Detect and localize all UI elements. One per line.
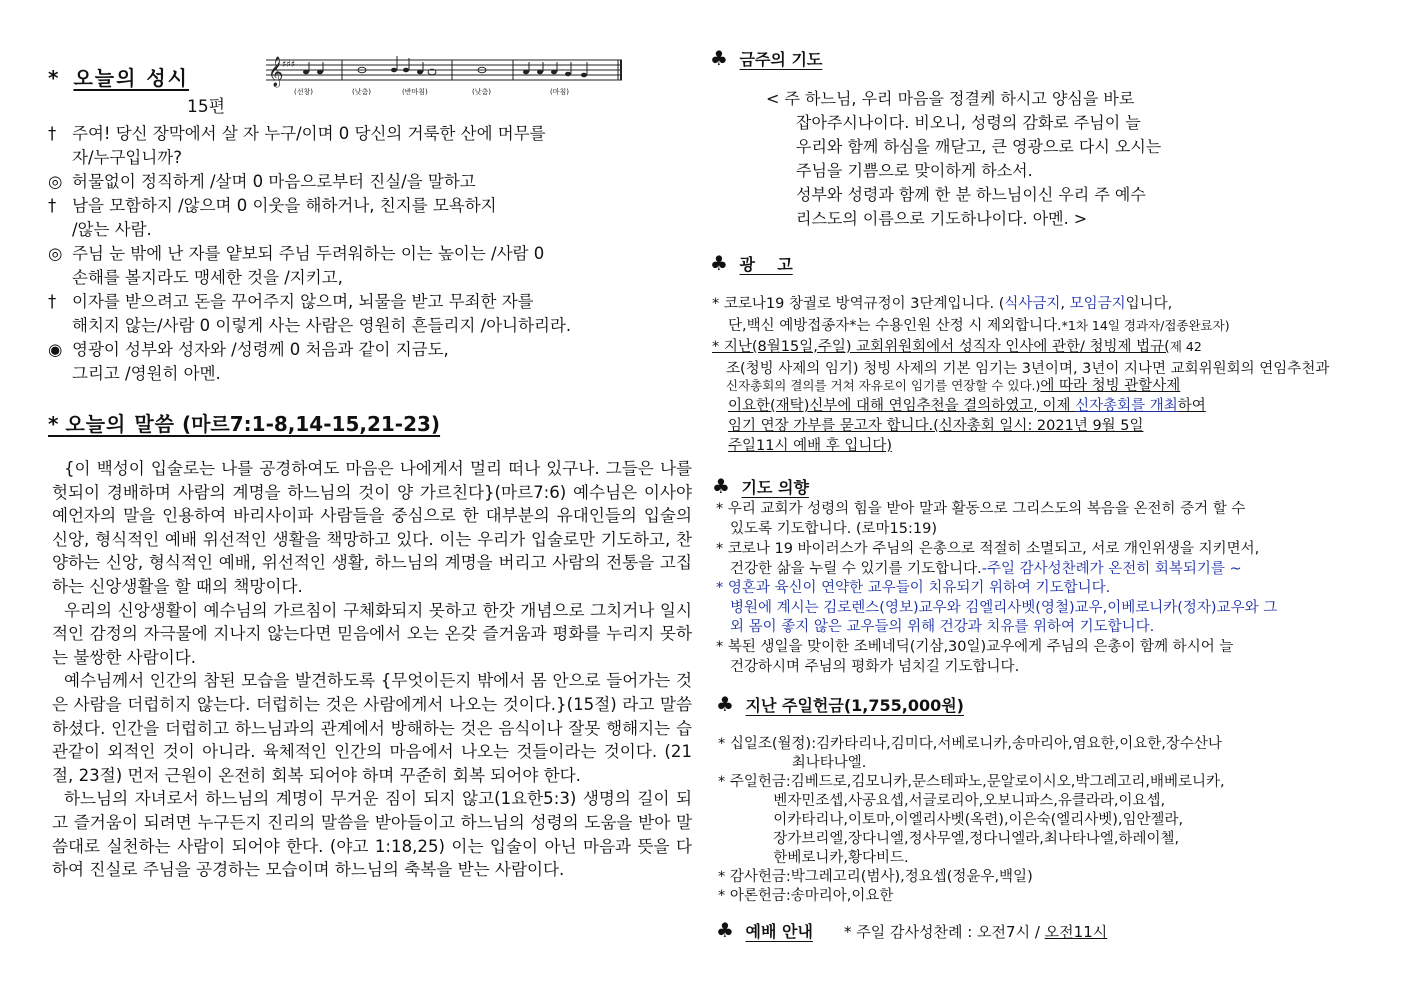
ad-line: 신자총회의 결의를 거쳐 자유로이 임기를 연장할 수 있다.)에 따라 청빙 관할사제 bbox=[726, 378, 1181, 394]
intention-line: 건강하시며 주님의 평화가 넘치길 기도합니다. bbox=[730, 659, 1020, 675]
club-icon: ♣ bbox=[716, 692, 734, 716]
prayer-line: < 주 하느님, 우리 마음을 정결케 하시고 양심을 바로 bbox=[766, 89, 1135, 108]
offering-line: * 십일조(월정):김카타리나,김미다,서베로니카,송마리아,염요한,이요한,장수산나 bbox=[718, 736, 1222, 752]
prayer-line: 리스도의 이름으로 기도하나이다. 아멘. > bbox=[796, 209, 1088, 228]
offering-heading: ♣ 지난 주일헌금(1,755,000원) bbox=[716, 692, 964, 716]
ad-line: * 코로나19 창궐로 방역규정이 3단계입니다. (식사금지, 모임금지입니다, bbox=[712, 296, 1173, 312]
offering-line: * 감사헌금:박그레고리(범사),정요셉(정윤우,백일) bbox=[718, 869, 1033, 885]
psalm-line: 손해를 볼지라도 맹세한 것을 /지키고, bbox=[72, 268, 343, 287]
psalm-line: ◎ 허물없이 정직하게 /살며 0 마음으로부터 진실/을 말하고 bbox=[48, 172, 476, 191]
prayer-line: 잡아주시나이다. 비오니, 성령의 감화로 주님이 늘 bbox=[796, 113, 1141, 132]
psalm-line: ◉ 영광이 성부와 성자와 /성령께 0 처음과 같이 지금도, bbox=[48, 340, 449, 359]
intention-line: 병원에 계시는 김로렌스(영보)교우와 김엘리사벳(영철)교우,이베로니카(정자)교우와 그 bbox=[730, 600, 1278, 616]
psalm-number: 15편 bbox=[187, 97, 226, 117]
offering-line: 최나타나엘. bbox=[718, 755, 867, 771]
offering-line: 이카타리나,이토마,이엘리사벳(옥련),이은숙(엘리사벳),임안젤라, bbox=[718, 812, 1184, 828]
prayer-week-heading: ♣ 금주의 기도 bbox=[710, 46, 823, 70]
ads-heading: ♣ 광 고 bbox=[710, 251, 793, 275]
intention-line: * 영혼과 육신이 연약한 교우들이 치유되기 위하여 기도합니다. bbox=[716, 580, 1111, 596]
intention-line: * 코로나 19 바이러스가 주님의 은총으로 적절히 소멸되고, 서로 개인위생을 지키면서, bbox=[716, 541, 1260, 557]
prayer-line: 주님을 기쁨으로 맞이하게 하소서. bbox=[796, 161, 1033, 180]
offering-line: 벤자민조셉,사공요셉,서글로리아,오보니파스,유클라라,이요셉, bbox=[718, 793, 1166, 809]
psalm-line: 해치지 않는/사람 0 이렇게 사는 사람은 영원히 흔들리지 /아니하리라. bbox=[72, 316, 572, 335]
intention-line: * 우리 교회가 성령의 힘을 받아 말과 활동으로 그리스도의 복음을 온전히 증거 할 수 bbox=[716, 501, 1246, 517]
psalm-line: † 남을 모함하지 /않으며 0 이웃을 해하거나, 친지를 모욕하지 bbox=[48, 196, 497, 215]
psalm-line: † 이자를 받으려고 돈을 꾸어주지 않으며, 뇌물을 받고 무죄한 자를 bbox=[48, 292, 534, 311]
intention-line: 있도록 기도합니다. (로마15:19) bbox=[730, 521, 937, 537]
word-body bbox=[52, 457, 692, 882]
club-icon: ♣ bbox=[710, 46, 728, 70]
worship-heading: ♣ 예배 안내 bbox=[716, 918, 813, 942]
intention-line: * 복된 생일을 맞이한 조베네딕(기삼,30일)교우에게 주님의 은총이 함께 하시어 늘 bbox=[716, 639, 1234, 655]
intentions-heading: ♣ 기도 의향 bbox=[712, 474, 809, 498]
offering-line: * 아론헌금:송마리아,이요한 bbox=[718, 888, 894, 904]
word-reference: (마르7:1-8,14-15,21-23) bbox=[181, 412, 441, 436]
staff-label-3: (반마침) bbox=[402, 88, 428, 96]
prayer-line: 우리와 함께 하심을 깨닫고, 큰 영광으로 다시 오시는 bbox=[796, 137, 1162, 156]
intention-line: 건강한 삶을 누릴 수 있기를 기도합니다.-주일 감사성찬례가 온전히 회복되기를 ~ bbox=[730, 561, 1242, 577]
music-staff bbox=[266, 50, 626, 98]
ad-line: 단,백신 예방접종자*는 수용인원 산정 시 제외합니다.*1차 14일 경과자/접종완료자) bbox=[728, 318, 1230, 334]
psalm-line: † 주여! 당신 장막에서 살 자 누구/이며 0 당신의 거룩한 산에 머무를 bbox=[48, 124, 546, 143]
psalm-line: 그리고 /영원히 아멘. bbox=[72, 364, 221, 383]
staff-label-5: (마침) bbox=[550, 88, 569, 96]
ad-line: 주일11시 예배 후 입니다) bbox=[728, 438, 892, 454]
word-paragraph: 우리의 신앙생활이 예수님의 가르침이 구체화되지 못하고 한갓 개념으로 그치거나 일시적인 감정의 자극물에 지나지 않는다면 믿음에서 오는 온갖 즐거움과 평화를 누리지 못하는 불쌍한 사람이다. bbox=[52, 600, 692, 667]
club-icon: ♣ bbox=[716, 918, 734, 942]
offering-line: 한베로니카,황다비드. bbox=[718, 850, 909, 866]
word-heading: * 오늘의 말씀 (마르7:1-8,14-15,21-23) bbox=[48, 412, 441, 436]
offering-line: 장가브리엘,장다니엘,정사무엘,정다니엘라,최나타나엘,하레이첼, bbox=[718, 831, 1180, 847]
psalm-line: /않는 사람. bbox=[72, 220, 152, 239]
staff-label-1: (선창) bbox=[294, 88, 313, 96]
worship-times: * 주일 감사성찬례 : 오전7시 / 오전11시 bbox=[844, 923, 1108, 941]
ad-line: 이요한(재탁)신부에 대해 연임추천을 결의하였고, 이제 신자총회를 개최하여 bbox=[728, 398, 1206, 414]
psalm-line: ◎ 주님 눈 밖에 난 자를 얕보되 주님 두려워하는 이는 높이는 /사람 0 bbox=[48, 244, 545, 263]
psalm-line: 자/누구입니까? bbox=[72, 148, 182, 167]
svg-text:𝄞: 𝄞 bbox=[268, 57, 284, 87]
svg-text:♯♯♯: ♯♯♯ bbox=[282, 60, 296, 70]
ad-line: 임기 연장 가부를 묻고자 합니다.(신자총회 일시: 2021년 9월 5일 bbox=[728, 418, 1144, 434]
word-paragraph: 예수님께서 인간의 참된 모습을 발견하도록 {무엇이든지 밖에서 몸 안으로 들어가는 것은 사람을 더럽히지 않는다. 더럽히는 것은 사람에게서 나오는 것이다.}(15절) 라고 말씀하셨다. 인간을 더럽히고 하느님과의 관계에서 방해하는 것은 음식이나 잘못 행해지는 습관같이 외적인 것이 아니라. 육체적인 인간의 마음에서 나오는 것들이라는 것이다. (21절, 23절) 먼저 근원이 온전히 회복 되어야 하며 꾸준히 회복 되어야 한다. bbox=[52, 671, 692, 785]
psalm-heading: * 오늘의 성시 bbox=[48, 66, 190, 90]
word-paragraph: {이 백성이 입술로는 나를 공경하여도 마음은 나에게서 멀리 떠나 있구나. 그들은 나를 헛되이 경배하며 사람의 계명을 하느님의 것이 양 가르친다}(마르7:6) 예수님은 이사야 예언자의 말을 인용하여 바리사이파 사람들을 중심으로 한 대부분의 유대인들의 입술의 신앙, 형식적인 예배 위선적인 생활을 책망하고 있다. 이는 우리가 입술로만 기도하고, 찬양하는 신앙, 형식적인 예배, 위선적인 생활, 하느님의 계명을 버리고 사람의 전통을 고집하는 신앙생활을 할 때의 책망이다. bbox=[52, 459, 692, 596]
ad-line: * 지난(8월15일,주일) 교회위원회에서 성직자 인사에 관한/ 청빙제 법규(제 42 bbox=[712, 339, 1202, 355]
offering-line: * 주일헌금:김베드로,김모니카,문스테파노,문알로이시오,박그레고리,배베로니카, bbox=[718, 774, 1225, 790]
staff-label-4: (낮춤) bbox=[472, 88, 491, 96]
staff-label-2: (낮춤) bbox=[352, 88, 371, 96]
intention-line: 외 몸이 좋지 않은 교우들의 위해 건강과 치유를 위하여 기도합니다. bbox=[730, 619, 1155, 635]
club-icon: ♣ bbox=[710, 251, 728, 275]
club-icon: ♣ bbox=[712, 474, 730, 498]
word-paragraph: 하느님의 자녀로서 하느님의 계명이 무거운 짐이 되지 않고(1요한5:3) 생명의 길이 되고 즐거움이 되려면 누구든지 진리의 말씀을 받아들이고 하느님의 성령의 도움을 받아 말씀대로 실천하는 사람이 되어야 한다. (야고 1:18,25) 이는 입술이 아닌 마음과 뜻을 다하여 진실로 주님을 공경하는 모습이며 하느님의 축복을 받는 사람이다. bbox=[52, 789, 692, 880]
prayer-line: 성부와 성령과 함께 한 분 하느님이신 우리 주 예수 bbox=[796, 185, 1146, 204]
ad-law-line: 조(청빙 사제의 임기) 청빙 사제의 기본 임기는 3년이며, 3년이 지나면 교회위원회의 연임추천과 bbox=[726, 361, 1330, 377]
